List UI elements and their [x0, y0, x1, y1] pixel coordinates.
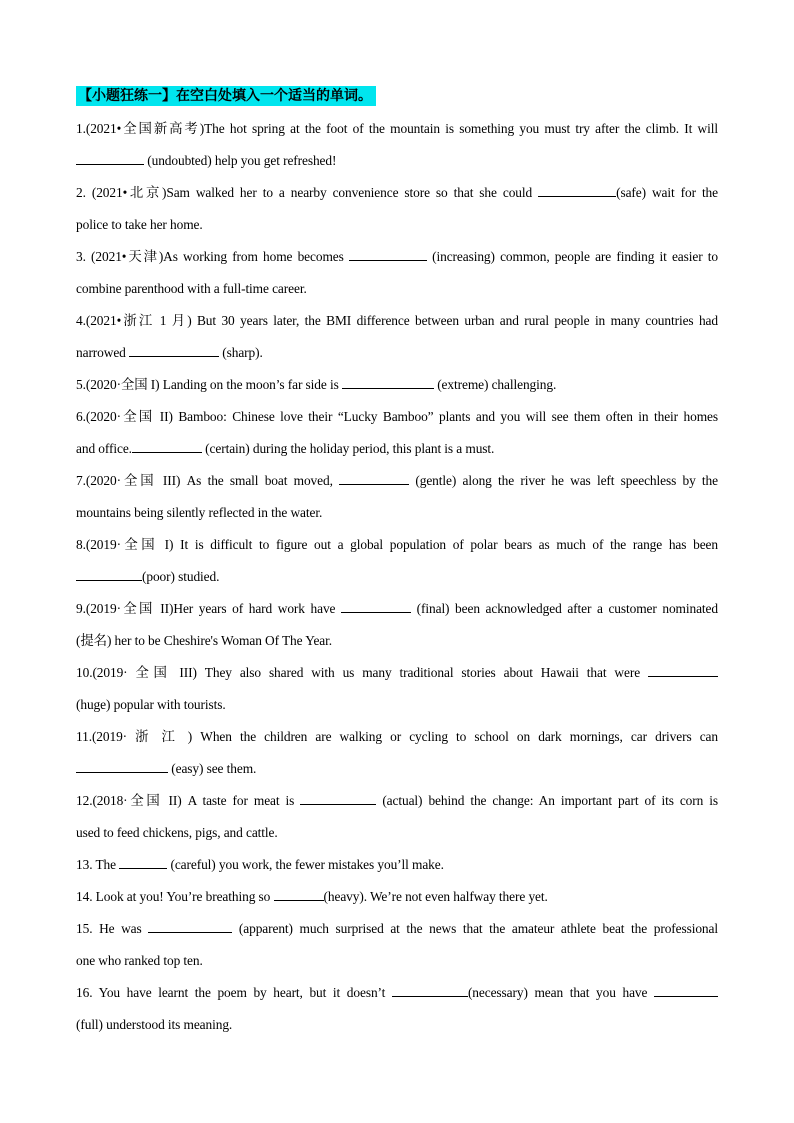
- question-text: 5.(2020·全国 I) Landing on the moon’s far side is: [76, 377, 342, 392]
- question-text: (heavy). We’re not even halfway there yet.: [323, 889, 548, 904]
- question-item: [76, 849, 718, 881]
- question-item: [76, 241, 718, 305]
- question-item: [76, 401, 718, 465]
- question-line: [76, 273, 718, 305]
- answer-blank[interactable]: [392, 982, 468, 997]
- question-text: 10.(2019· 全国 III) They also shared with us many traditional stories about Hawaii that were: [76, 665, 648, 680]
- question-line: [76, 305, 718, 337]
- question-text: narrowed: [76, 345, 130, 360]
- question-line: [76, 497, 718, 529]
- question-item: [76, 593, 718, 657]
- question-text: police to take her home.: [76, 217, 203, 232]
- question-line: [76, 369, 718, 401]
- answer-blank[interactable]: [648, 662, 718, 677]
- question-item: [76, 529, 718, 593]
- question-item: [76, 113, 718, 177]
- answer-blank[interactable]: [300, 790, 376, 805]
- question-text: 1.(2021•全国新高考)The hot spring at the foot of the mountain is something you must try after the climb. It will: [76, 121, 718, 136]
- question-item: [76, 913, 718, 977]
- question-text: (poor) studied.: [142, 569, 220, 584]
- answer-blank[interactable]: [274, 886, 324, 901]
- question-text: 14. Look at you! You’re breathing so: [76, 889, 274, 904]
- question-text: 4.(2021•浙江 1 月) But 30 years later, the BMI difference between urban and rural people in many countries had: [76, 313, 718, 328]
- question-text: one who ranked top ten.: [76, 953, 203, 968]
- answer-blank[interactable]: [148, 918, 232, 933]
- question-line: [76, 753, 718, 785]
- question-line: [76, 849, 718, 881]
- question-line: [76, 945, 718, 977]
- section-heading: 【小题狂练一】在空白处填入一个适当的单词。: [76, 86, 376, 106]
- question-text: (careful) you work, the fewer mistakes you’ll make.: [167, 857, 444, 872]
- answer-blank[interactable]: [119, 854, 167, 869]
- question-line: [76, 817, 718, 849]
- question-line: [76, 785, 718, 817]
- question-text: (extreme) challenging.: [433, 377, 557, 392]
- answer-blank[interactable]: [76, 150, 144, 165]
- question-text: 12.(2018·全国 II) A taste for meat is: [76, 793, 301, 808]
- question-item: [76, 465, 718, 529]
- answer-blank[interactable]: [349, 246, 427, 261]
- answer-blank[interactable]: [132, 438, 202, 453]
- question-text: mountains being silently reflected in the water.: [76, 505, 323, 520]
- question-text: (increasing) common, people are finding it easier to: [426, 249, 718, 264]
- question-list: [76, 113, 718, 1041]
- answer-blank[interactable]: [339, 470, 409, 485]
- answer-blank[interactable]: [129, 342, 219, 357]
- question-item: [76, 977, 718, 1041]
- question-text: (safe) wait for the: [616, 185, 718, 200]
- question-text: 11.(2019· 浙 江 ) When the children are walking or cycling to school on dark mornings, car drivers can: [76, 729, 718, 744]
- question-line: [76, 913, 718, 945]
- question-item: [76, 881, 718, 913]
- question-text: (gentle) along the river he was left speechless by the: [409, 473, 718, 488]
- question-text: 16. You have learnt the poem by heart, but it doesn’t: [76, 985, 392, 1000]
- question-text: (actual) behind the change: An important part of its corn is: [376, 793, 718, 808]
- question-line: [76, 657, 718, 689]
- question-item: [76, 785, 718, 849]
- question-text: (certain) during the holiday period, this plant is a must.: [201, 441, 495, 456]
- question-text: (提名) her to be Cheshire's Woman Of The Year.: [76, 633, 333, 648]
- question-text: (undoubted) help you get refreshed!: [144, 153, 337, 168]
- question-line: [76, 977, 718, 1009]
- question-item: [76, 369, 718, 401]
- question-text: and office.: [76, 441, 132, 456]
- question-line: [76, 529, 718, 561]
- question-line: [76, 721, 718, 753]
- question-line: [76, 113, 718, 145]
- answer-blank[interactable]: [654, 982, 718, 997]
- question-line: [76, 689, 718, 721]
- question-item: [76, 305, 718, 369]
- question-text: 15. He was: [76, 921, 149, 936]
- answer-blank[interactable]: [342, 374, 434, 389]
- question-text: (necessary) mean that you have: [467, 985, 655, 1000]
- question-text: 9.(2019·全国 II)Her years of hard work have: [76, 601, 342, 616]
- question-text: 7.(2020·全国 III) As the small boat moved,: [76, 473, 340, 488]
- question-line: [76, 625, 718, 657]
- question-text: (final) been acknowledged after a customer nominated: [411, 601, 718, 616]
- question-line: [76, 1009, 718, 1041]
- question-line: [76, 145, 718, 177]
- answer-blank[interactable]: [341, 598, 411, 613]
- question-text: 13. The: [76, 857, 120, 872]
- question-text: (huge) popular with tourists.: [76, 697, 226, 712]
- question-item: [76, 177, 718, 241]
- question-text: 8.(2019·全国 I) It is difficult to figure out a global population of polar bears as much of the range has been: [76, 537, 718, 552]
- question-line: [76, 241, 718, 273]
- question-text: 2. (2021•北京)Sam walked her to a nearby convenience store so that she could: [76, 185, 539, 200]
- answer-blank[interactable]: [76, 566, 142, 581]
- question-line: [76, 465, 718, 497]
- question-item: [76, 721, 718, 785]
- question-line: [76, 433, 718, 465]
- question-text: 3. (2021•天津)As working from home becomes: [76, 249, 349, 264]
- question-text: (sharp).: [219, 345, 263, 360]
- question-text: (apparent) much surprised at the news that the amateur athlete beat the professional: [232, 921, 718, 936]
- question-line: [76, 401, 718, 433]
- question-line: [76, 337, 718, 369]
- question-item: [76, 657, 718, 721]
- question-line: [76, 881, 718, 913]
- question-line: [76, 177, 718, 209]
- question-text: (easy) see them.: [168, 761, 257, 776]
- answer-blank[interactable]: [538, 182, 616, 197]
- question-text: 6.(2020·全国 II) Bamboo: Chinese love their “Lucky Bamboo” plants and you will see them often in their homes: [76, 409, 718, 424]
- question-line: [76, 209, 718, 241]
- question-text: used to feed chickens, pigs, and cattle.: [76, 825, 278, 840]
- answer-blank[interactable]: [76, 758, 168, 773]
- question-line: [76, 561, 718, 593]
- question-line: [76, 593, 718, 625]
- question-text: combine parenthood with a full-time career.: [76, 281, 307, 296]
- question-text: (full) understood its meaning.: [76, 1017, 233, 1032]
